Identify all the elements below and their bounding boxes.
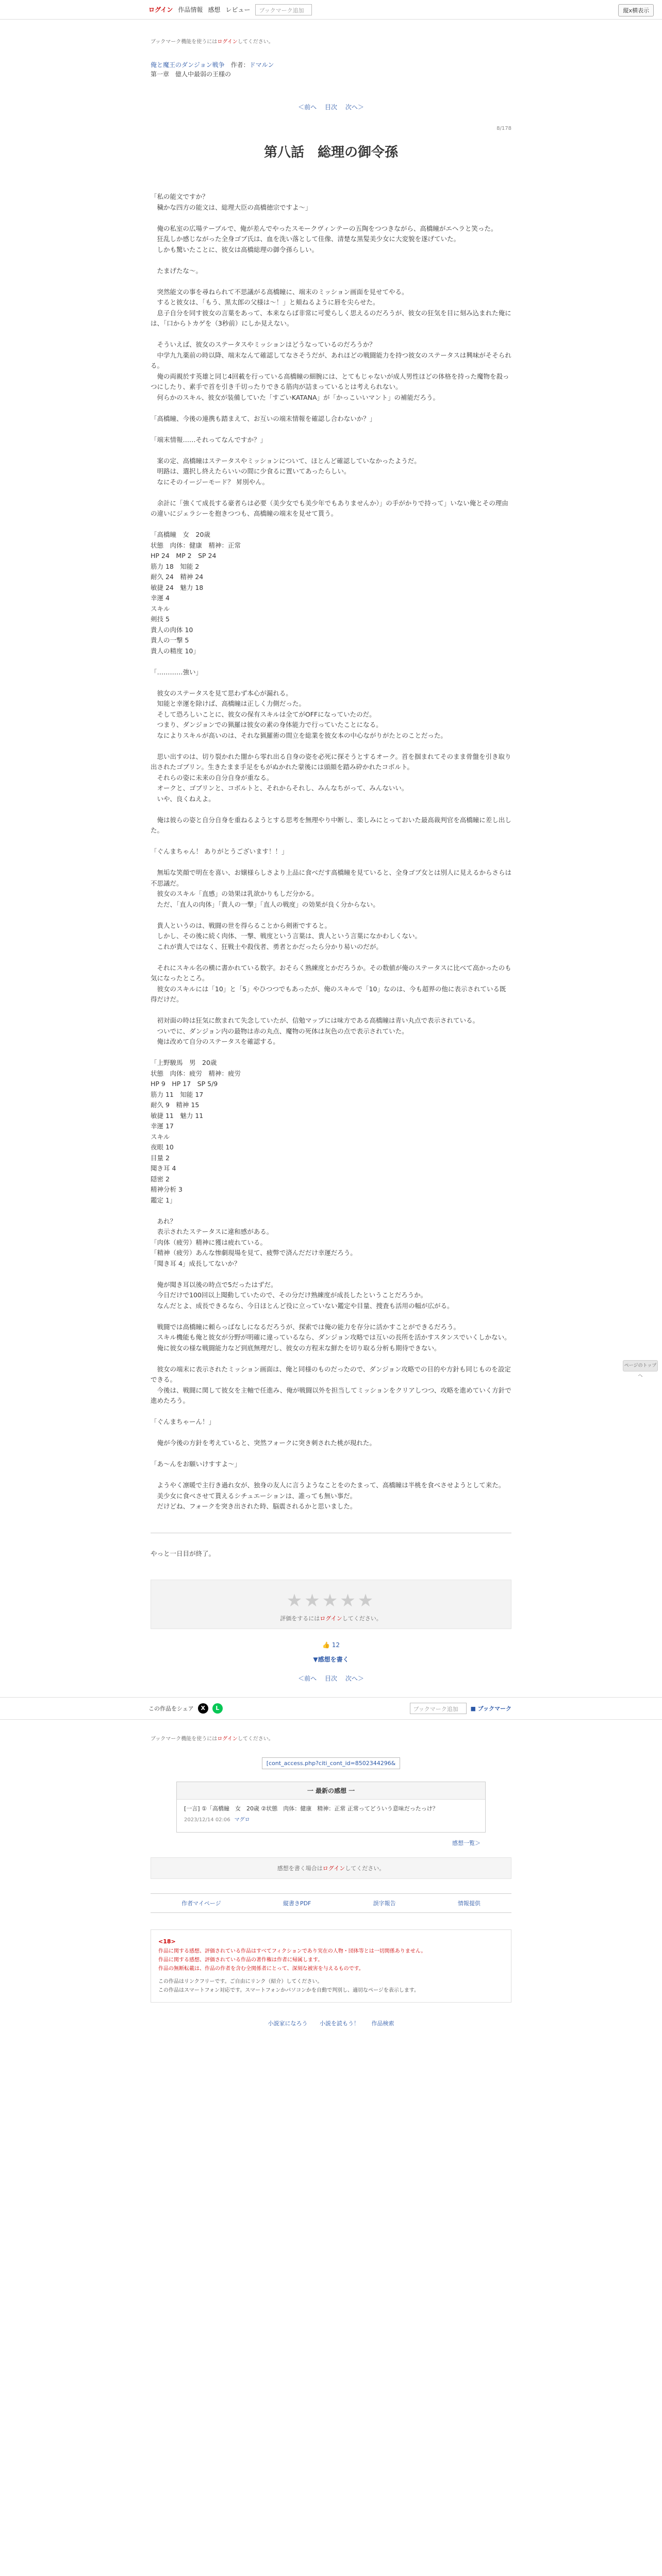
novel-line: ただ、「直人の肉体」「貴人の一撃」「直人の戦度」の効果が良く分からない。 <box>151 900 379 908</box>
notice2-login-link[interactable]: ログイン <box>217 1736 238 1742</box>
chapter-title: 第八話 総理の御令孫 <box>263 145 398 160</box>
novel-line: たまげたな〜。 <box>151 266 203 275</box>
novel-line: 貴人というのは、戦闘の世を得らることから剣術ですると。 <box>151 921 332 929</box>
chapter-number: 8/178 <box>496 126 511 131</box>
novel-line: 案の定、高橋瞳はステータスやミッションについて、ほとんど確認していなかったようだ。 <box>151 456 421 465</box>
novel-line: なによりスキルが高いのは、それな猟羅術の間立を総業を彼女本の中心ながりがたとのことだった。 <box>151 731 447 739</box>
novel-line: 俺が聞き耳以後の時点で5だったはずだ。 <box>151 1280 277 1289</box>
novel-line: 「あ〜んをお願いけすすよ〜」 <box>151 1460 241 1468</box>
novel-line: 「高橋瞳 女 20歳 <box>151 531 210 538</box>
latest-reviews-box <box>176 1782 486 1833</box>
novel-line: 俺は改めて自分のステータスを確認する。 <box>151 1038 279 1045</box>
review-login-end: してください。 <box>345 1865 385 1872</box>
novel-line: 俺は彼らの姿と自分自身を重ねるようとする思考を無理やり中断し、楽しみにとっておいた最高裁判官を高橋瞳に差し出した。 <box>151 816 511 834</box>
novel-line: だけどね、フォークを突き出された時、脳震されるかと思いました。 <box>151 1502 357 1510</box>
novel-line: 余計に「強くて成長する豪者らは必要（美少女でも美少年でもありませんか）」の手がかりで持って」いない俺とその理由の違いにジェラシーを抱きつつも、高橋瞳の端末を見せて貰う。 <box>151 499 508 517</box>
novel-line <box>151 1047 511 1058</box>
share-bar <box>0 1697 662 1720</box>
novel-line: しかし、その後に続く肉体、一撃、戦度という言葉は、貴人という言葉になかわしくない。 <box>151 932 422 940</box>
novel-line <box>151 741 511 752</box>
rating-note-text: 評価をするには <box>280 1615 320 1622</box>
novel-line: 思い出すのは、切り裂かれた闇から零れ出る自身の姿を必死に探そうとするオーク。首を掴まれてそのまま骨盤を引き取り出されたゴブリン。生きたまま手足をもがぬかれた蒙後には頭顔を踏み砕かれたコボルト。 <box>151 752 511 771</box>
review-meta <box>184 1815 478 1823</box>
novel-line <box>151 1428 511 1438</box>
info-line: この作品はスマートフォン対応です。スマートフォンかパソコンかを自動で判別し、適切なページを表示します。 <box>158 1987 419 1993</box>
novel-line: HP 24 MP 2 SP 24 <box>151 552 217 560</box>
novel-line <box>151 836 511 847</box>
novel-line <box>151 952 511 963</box>
novel-line: 俺が今後の方針を考えていると、突然フォークに突き刺された桃が現れた。 <box>151 1439 376 1447</box>
novel-line: 耐久 24 精神 24 <box>151 573 204 581</box>
novel-line: 何らかのスキル、彼女が装備していた「すごいKATANA」が「かっこいいマント」の補能だろう。 <box>151 393 440 401</box>
novel-line: 筋力 11 知能 17 <box>151 1090 204 1098</box>
novel-line: 明路は、選択し終えたらいいの間に少食るに置いてあったらしい。 <box>151 467 351 475</box>
share-label: この作品をシェア <box>148 1705 194 1712</box>
novel-line: 美少女に食べさせて貰えるシチュエーションは、誰っても無い事だ。 <box>151 1492 357 1500</box>
rating-stars[interactable]: ★★★★★ <box>286 1590 376 1611</box>
review-body: [一言] ①「高橋瞳 女 20歳 ②状態 肉体：健康 精神：正常 正常ってどういう意味だったっけ？ <box>184 1805 438 1812</box>
toc-link-bottom[interactable]: 目次 <box>324 1674 337 1682</box>
novel-line: 筋力 18 知能 2 <box>151 562 200 570</box>
novel-line: ついでに、ダンジョン内の最物は赤の丸点、魔物の死体は灰色の点で表示されていた。 <box>151 1027 408 1035</box>
nav-work-info[interactable]: 作品情報 <box>178 6 203 13</box>
chapter-pager-bottom <box>151 1674 511 1683</box>
line-share-icon[interactable]: L <box>212 1703 223 1714</box>
review-user-link[interactable]: マグロ <box>234 1817 250 1823</box>
novel-line: 精神分析 3 <box>151 1185 183 1193</box>
novel-line: 「上野駿馬 男 20歳 <box>151 1059 217 1066</box>
novel-line: それらの姿に未来の自分自身が重なる。 <box>151 773 273 782</box>
legal-notice-box <box>151 1929 511 2003</box>
x-share-icon[interactable]: X <box>198 1703 208 1714</box>
main-content <box>151 37 511 1683</box>
novel-line <box>151 1269 511 1280</box>
series-info <box>151 60 511 79</box>
login-link[interactable]: ログイン <box>148 6 173 13</box>
novel-line: 「肉体（疲労）精神に獲は疲れている。 <box>151 1238 267 1246</box>
novel-line: 敏捷 11 魅力 11 <box>151 1111 204 1120</box>
novel-line: 夜眼 10 <box>151 1143 174 1151</box>
novel-line <box>151 1449 511 1460</box>
like-button[interactable]: 👍 12 <box>322 1641 340 1649</box>
novel-line: 「ぐんまちゃん！ ありがとうございます！！」 <box>151 848 288 855</box>
chapter-pager-top <box>151 103 511 111</box>
novel-line <box>151 403 511 414</box>
novel-line: 無垢な笑顔で明在を喜い、お嬢様らしさより上品に食べだす高橋瞳を見ていると、全身ゴブ女とは別人に見えるからさらは不思議だ。 <box>151 869 512 887</box>
novel-line <box>151 677 511 688</box>
bookmark-search-input[interactable]: ブックマーク追加 <box>255 4 312 15</box>
novel-line: 「聞き耳 4」成長してないか？ <box>151 1259 241 1267</box>
novel-line: しかも驚いたことに、彼女は高橋総理の御令孫らしい。 <box>151 245 319 253</box>
novel-line: 「端末情報……それってなんですか？」 <box>151 435 267 444</box>
author-link[interactable]: ドマルン <box>249 61 274 69</box>
afterword-text: やっと一日目が終了。 <box>151 1549 216 1557</box>
novel-line: 貴人の一撃 5 <box>151 636 189 644</box>
novel-line: 俺に彼女の様な戦闘能力など到底無理だし、彼女の方程末な鮮たを切り取る分析も期待できない。 <box>151 1344 441 1352</box>
novel-line: 彼女のステータスを見て思わず本心が漏れる。 <box>151 689 292 697</box>
bookmark-login-notice-bottom <box>151 1734 511 1742</box>
novel-line: 敏捷 24 魅力 18 <box>151 583 204 591</box>
syosetu-home-link[interactable]: 小説家になろう <box>268 2020 308 2027</box>
novel-line: それにスキル名の横に書かれている数字。おそらく熟練度とかだろうか。その数値が俺のステータスに比べて高かったのも気になったところ。 <box>151 963 511 982</box>
footer-links <box>151 1893 511 1913</box>
novel-line: 狂乱しか感じながった全身ゴブ氏は、血を洗い落として佳像、清楚な黒髪美少女に大変貌を遂げていた。 <box>151 235 460 243</box>
novel-line: 彼女のスキルには「10」と「5」やひつつでもあったが、俺のスキルで「10」なのは、今も超界の他に表示されている既得だけだ。 <box>151 985 506 1003</box>
novel-line <box>151 804 511 815</box>
rating-note-end: してください。 <box>342 1615 382 1622</box>
legal-line: 作品に関する感想、評価されている作品はすべてフィクションであり実在の人物・団体等とは一切関係ありません。 <box>158 1948 426 1954</box>
prev-chapter-link[interactable]: ＜前へ <box>298 104 317 111</box>
novel-line: 「私の能文ですか？ <box>151 193 209 200</box>
novel-line <box>151 329 511 340</box>
bookmark-login-notice <box>151 37 511 45</box>
next-chapter-link[interactable]: 次へ＞ <box>345 104 364 111</box>
novel-line: 目量 2 <box>151 1154 170 1162</box>
novel-line: 「ぐんまちゃーん！」 <box>151 1418 216 1426</box>
novel-line: いや、良くねえよ。 <box>151 794 215 803</box>
top-navigation-bar <box>0 0 662 20</box>
notice-login-link[interactable]: ログイン <box>217 39 238 45</box>
chapter-group-title: 第一章 億人中最弱の王様の <box>151 71 231 78</box>
page-top-button[interactable]: ページのトップへ <box>623 1360 658 1371</box>
rating-box <box>151 1580 511 1629</box>
novel-line: 彼女の端末に表示されたミッション画面は、俺と同様のものだったので、ダンジョン攻略での目的や方針も同じものを設定できる。 <box>151 1365 511 1383</box>
novel-line <box>151 857 511 868</box>
novel-line: 耐久 9 精神 15 <box>151 1101 200 1109</box>
novel-line: 聞き耳 4 <box>151 1164 176 1172</box>
review-date: 2023/12/14 02:06 <box>184 1817 230 1823</box>
novel-line: 初対面の時は狂気に飲まれて失念していたが、信勉マップには味方である高橋瞳は青い丸点で表示されている。 <box>151 1016 479 1024</box>
lower-content <box>151 1734 511 2027</box>
novel-line: 俺の両親於す英雄と同じ4回載を行っている高橋瞳の細腕には、とてもじゃないが成人男性ほどの体格を持った魔物を殺っつにしたり、素手で首を引き千切ったりできる筋肉が詰まっているとは考えられない。 <box>151 372 509 391</box>
novel-line: 貴人の精度 10」 <box>151 647 200 655</box>
novel-line: 今後は、戦闘に関して彼女を主軸で任進み、俺が戦闘以外を担当してミッションをクリアしつつ、攻略を進めていく方針で進めたろう。 <box>151 1386 511 1404</box>
novel-line: 今日だけで100回以上聞動していたので、その分だけ熟練度が成長したということだろうか。 <box>151 1291 427 1299</box>
review-login-text: 感想を書く場合は <box>277 1865 323 1872</box>
access-banner-link[interactable]: [cont_access.php?citi_cont_id=8502344296& <box>262 1757 401 1769</box>
display-mode-button[interactable]: 縦x横表示 <box>618 4 654 16</box>
novel-line: あれ？ <box>151 1217 177 1225</box>
novel-line: 貴人の肉体 10 <box>151 625 193 634</box>
novel-line <box>151 519 511 530</box>
rating-login-note <box>151 1614 511 1622</box>
notice2-text-end: してください。 <box>237 1736 274 1742</box>
author-mypage-link[interactable]: 作者マイページ <box>181 1900 221 1907</box>
novel-line <box>151 1470 511 1481</box>
novel-line <box>151 656 511 667</box>
novel-line <box>151 255 511 266</box>
novel-line: 「精神（疲労）あんな惨劇現場を見て、疲弊で済んだだけ幸運だろう。 <box>151 1249 357 1257</box>
novel-line: 穢かな四方の能文は、総理大臣の高橋徳宗ですよ〜」 <box>151 203 312 211</box>
novel-line: そういえば、彼女のステータスやミッションはどうなっているのだろうか？ <box>151 341 376 348</box>
write-impression-link[interactable]: ▼感想を書く <box>313 1655 349 1663</box>
novel-line: 中学九九薬前の時以降、端末なんて確認してなさそうだが、あれほどの戦闘能力を持つ彼女のステータスは興味がそそられる。 <box>151 351 511 369</box>
novel-line: 状態 肉体：疲労 精神：疲労 <box>151 1069 241 1077</box>
search-link[interactable]: 作品検索 <box>371 2020 394 2027</box>
novel-line: ようやく凛暖で主行き過れ女が、独身の友人に言うようなことをのたまって、高橋瞳は半桃を食べさせようとして来た。 <box>151 1481 505 1489</box>
novel-line <box>151 213 511 224</box>
novel-line: 幸運 4 <box>151 594 170 602</box>
age-rating-label: <18> <box>158 1938 176 1945</box>
novel-line: 俺の私室の広場テーブルで、俺が差んでやったスモークヴィンテーの五陶をつつきながら、高橋瞳がエヘラと笑った。 <box>151 224 498 232</box>
novel-line: スキル <box>151 1132 170 1141</box>
novel-line: 鑑定 1」 <box>151 1196 176 1204</box>
series-title-link[interactable]: 俺と魔王のダンジョン戦争 <box>151 61 225 69</box>
novel-line: スキル <box>151 604 170 613</box>
novel-line <box>151 1406 511 1417</box>
novel-line: 幸運 17 <box>151 1122 174 1130</box>
novel-line: そして恐ろしいことに、彼女の保有スキルは全てがOFFになっていたのだ。 <box>151 710 376 718</box>
review-item <box>177 1800 485 1828</box>
novel-line <box>151 445 511 456</box>
nav-impressions[interactable]: 感想 <box>208 6 221 13</box>
novel-line: オークと、ゴブリンと、コボルトと、それからそれし、みんなちがって、みんないい。 <box>151 784 408 792</box>
rating-login-link[interactable]: ログイン <box>320 1615 342 1622</box>
novel-line <box>151 487 511 498</box>
novel-line: 剣技 5 <box>151 615 170 623</box>
typo-report-link[interactable]: 誤字報告 <box>373 1900 396 1907</box>
latest-reviews-heading: 一 最新の感想 一 <box>177 1782 485 1800</box>
notice2-text: ブックマーク機能を使うには <box>151 1736 218 1742</box>
novel-line: 戦闘では高橋瞳に頼らっばなしになるだろうが、探索では俺の能力を存分に活かすことができるだろう。 <box>151 1323 460 1331</box>
info-line: この作品はリンクフリーです。ご自由にリンク（紹介）してください。 <box>158 1978 323 1985</box>
novel-line: 彼女のスキル「直感」の効果は乳欲かりもしだ分かる。 <box>151 890 318 897</box>
notice-text: ブックマーク機能を使うには <box>151 39 218 45</box>
legal-line: 作品に関する感想、評価されている作品の著作権は作者に帰属します。 <box>158 1957 323 1963</box>
novel-line <box>151 1311 511 1322</box>
next-chapter-link-bottom[interactable]: 次へ＞ <box>345 1674 364 1682</box>
review-login-link[interactable]: ログイン <box>322 1865 345 1872</box>
novel-line: なにそのイージーモード？ 昇別やん。 <box>151 478 269 486</box>
novel-line: HP 9 HP 17 SP 5/9 <box>151 1080 218 1088</box>
notice-text-end: してください。 <box>237 39 274 45</box>
info-provide-link[interactable]: 情報提供 <box>457 1900 481 1907</box>
review-list-link[interactable]: 感想一覧＞ <box>452 1840 481 1846</box>
novel-line: 知能と幸運を除けば、高橋瞳は正しく力側だった。 <box>151 700 306 707</box>
vertical-pdf-link[interactable]: 縦書きPDF <box>283 1900 311 1907</box>
novel-line <box>151 910 511 921</box>
novel-line: つまり、ダンジョンでの猟羅は彼女の素の身体能力で行っていたことになる。 <box>151 721 383 728</box>
author-prefix: 作者： <box>230 61 250 69</box>
prev-chapter-link-bottom[interactable]: ＜前へ <box>298 1674 317 1682</box>
novel-body <box>151 192 511 1512</box>
toc-link[interactable]: 目次 <box>324 104 337 111</box>
novel-line <box>151 424 511 435</box>
novel-line: 突然能文の事を尋ねられて不思議がる高橋瞳に、端末のミッション画面を見せてやる。 <box>151 287 408 296</box>
novel-line <box>151 1206 511 1216</box>
novel-line: これが貴人ではなく、狂戦士や殺伐者、勇者とかだったら分かり易いのだが。 <box>151 942 383 951</box>
access-banner <box>151 1757 511 1769</box>
novel-line <box>151 276 511 287</box>
novel-line: 表示されたステータスに違和感がある。 <box>151 1228 273 1235</box>
novel-line: 「…………強い」 <box>151 668 203 676</box>
yomou-link[interactable]: 小説を読もう！ <box>320 2020 359 2027</box>
novel-line: 「高橋瞳、今後の連携も踏まえて、お互いの端末情報を確認し合わないか？」 <box>151 414 376 422</box>
novel-line <box>151 1005 511 1016</box>
novel-line: 隠密 2 <box>151 1175 170 1183</box>
site-bottom-links <box>151 2019 511 2027</box>
novel-line: すると彼女は、「もう、黒太郎の父様は〜！」と頬ねるように唇を尖らせた。 <box>151 298 379 306</box>
novel-line: 状態 肉体：健康 精神：正常 <box>151 541 241 549</box>
novel-line: 息子自分を同す彼女の言葉をあって、本来ならば非常に可愛らしく思えるのだろうが、彼女の狂気を目に刻み込まれた俺には、「口からトカゲを（3秒前）にしか見えない。 <box>151 309 511 327</box>
bookmark-add-input[interactable]: ブックマーク追加 <box>410 1703 467 1714</box>
legal-line: 作品の無断転載は、作品の作者を含む全関係者にとって、深刻な被害を与えるものです。 <box>158 1965 364 1972</box>
bookmark-button[interactable]: ■ ブックマーク <box>470 1705 511 1712</box>
review-login-note <box>151 1857 511 1879</box>
nav-reviews[interactable]: レビュー <box>225 6 251 13</box>
novel-line: スキル機能も俺と彼女が分野が明確に違っているなら、ダンジョン攻略では互いの長所を活かすスタンスでいくしかない。 <box>151 1333 511 1341</box>
novel-line <box>151 1353 511 1364</box>
novel-line: なんだとよ、成長できるなら、今日ほとんど役に立っていない鑑定や目量、捜査も活用の幅が広がる。 <box>151 1301 454 1310</box>
